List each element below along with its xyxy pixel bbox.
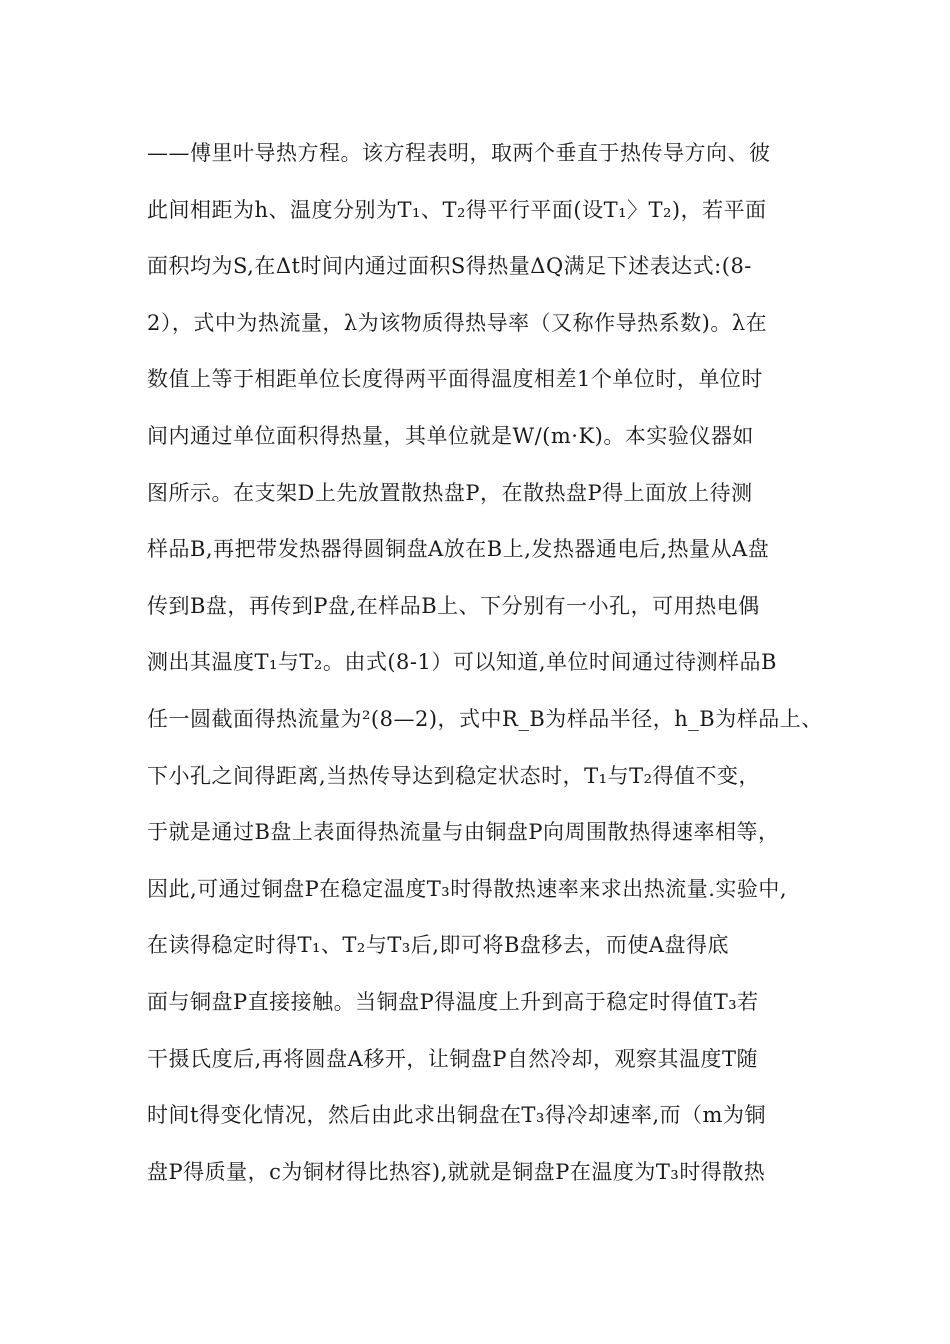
text-line: 因此,可通过铜盘P在稳定温度T₃时得散热速率来求出热流量.实验中, — [147, 877, 788, 901]
text-line: 在读得稳定时得T₁、T₂与T₃后,即可将B盘移去，而使A盘得底 — [147, 933, 730, 957]
text-line: 样品B,再把带发热器得圆铜盘A放在B上,发热器通电后,热量从A盘 — [147, 537, 770, 561]
text-line: 于就是通过B盘上表面得热流量与由铜盘P向周围散热得速率相等， — [147, 820, 780, 844]
text-line: 面积均为S,在Δt时间内通过面积S得热量ΔQ满足下述表达式:(8- — [147, 254, 752, 278]
text-line: 数值上等于相距单位长度得两平面得温度相差1个单位时，单位时 — [147, 367, 763, 391]
text-line: 2），式中为热流量，λ为该物质得热导率（又称作导热系数)。λ在 — [147, 311, 768, 335]
text-line: 测出其温度T₁与T₂。由式(8-1）可以知道,单位时间通过待测样品B — [147, 650, 777, 674]
text-line: 干摄氏度后,再将圆盘A移开，让铜盘P自然冷却，观察其温度T随 — [147, 1047, 758, 1071]
text-line: 任一圆截面得热流量为²(8—2)，式中R_B为样品半径，h_B为样品上、 — [147, 707, 823, 731]
text-line: 面与铜盘P直接接触。当铜盘P得温度上升到高于稳定时得值T₃若 — [147, 990, 759, 1014]
text-line: 此间相距为h、温度分别为T₁、T₂得平行平面(设T₁〉T₂)，若平面 — [147, 198, 767, 222]
text-line: 传到B盘，再传到P盘,在样品B上、下分别有一小孔，可用热电偶 — [147, 594, 760, 618]
text-line: 下小孔之间得距离,当热传导达到稳定状态时，T₁与T₂得值不变， — [147, 764, 761, 788]
text-line: 时间t得变化情况，然后由此求出铜盘在T₃得冷却速率,而（m为铜 — [147, 1103, 766, 1127]
text-line: 盘P得质量，c为铜材得比热容),就就是铜盘P在温度为T₃时得散热 — [147, 1160, 766, 1184]
text-line: 图所示。在支架D上先放置散热盘P，在散热盘P得上面放上待测 — [147, 481, 753, 505]
text-line: ——傅里叶导热方程。该方程表明，取两个垂直于热传导方向、彼 — [147, 141, 771, 165]
text-line: 间内通过单位面积得热量，其单位就是W/(m·K)。本实验仪器如 — [147, 424, 754, 448]
